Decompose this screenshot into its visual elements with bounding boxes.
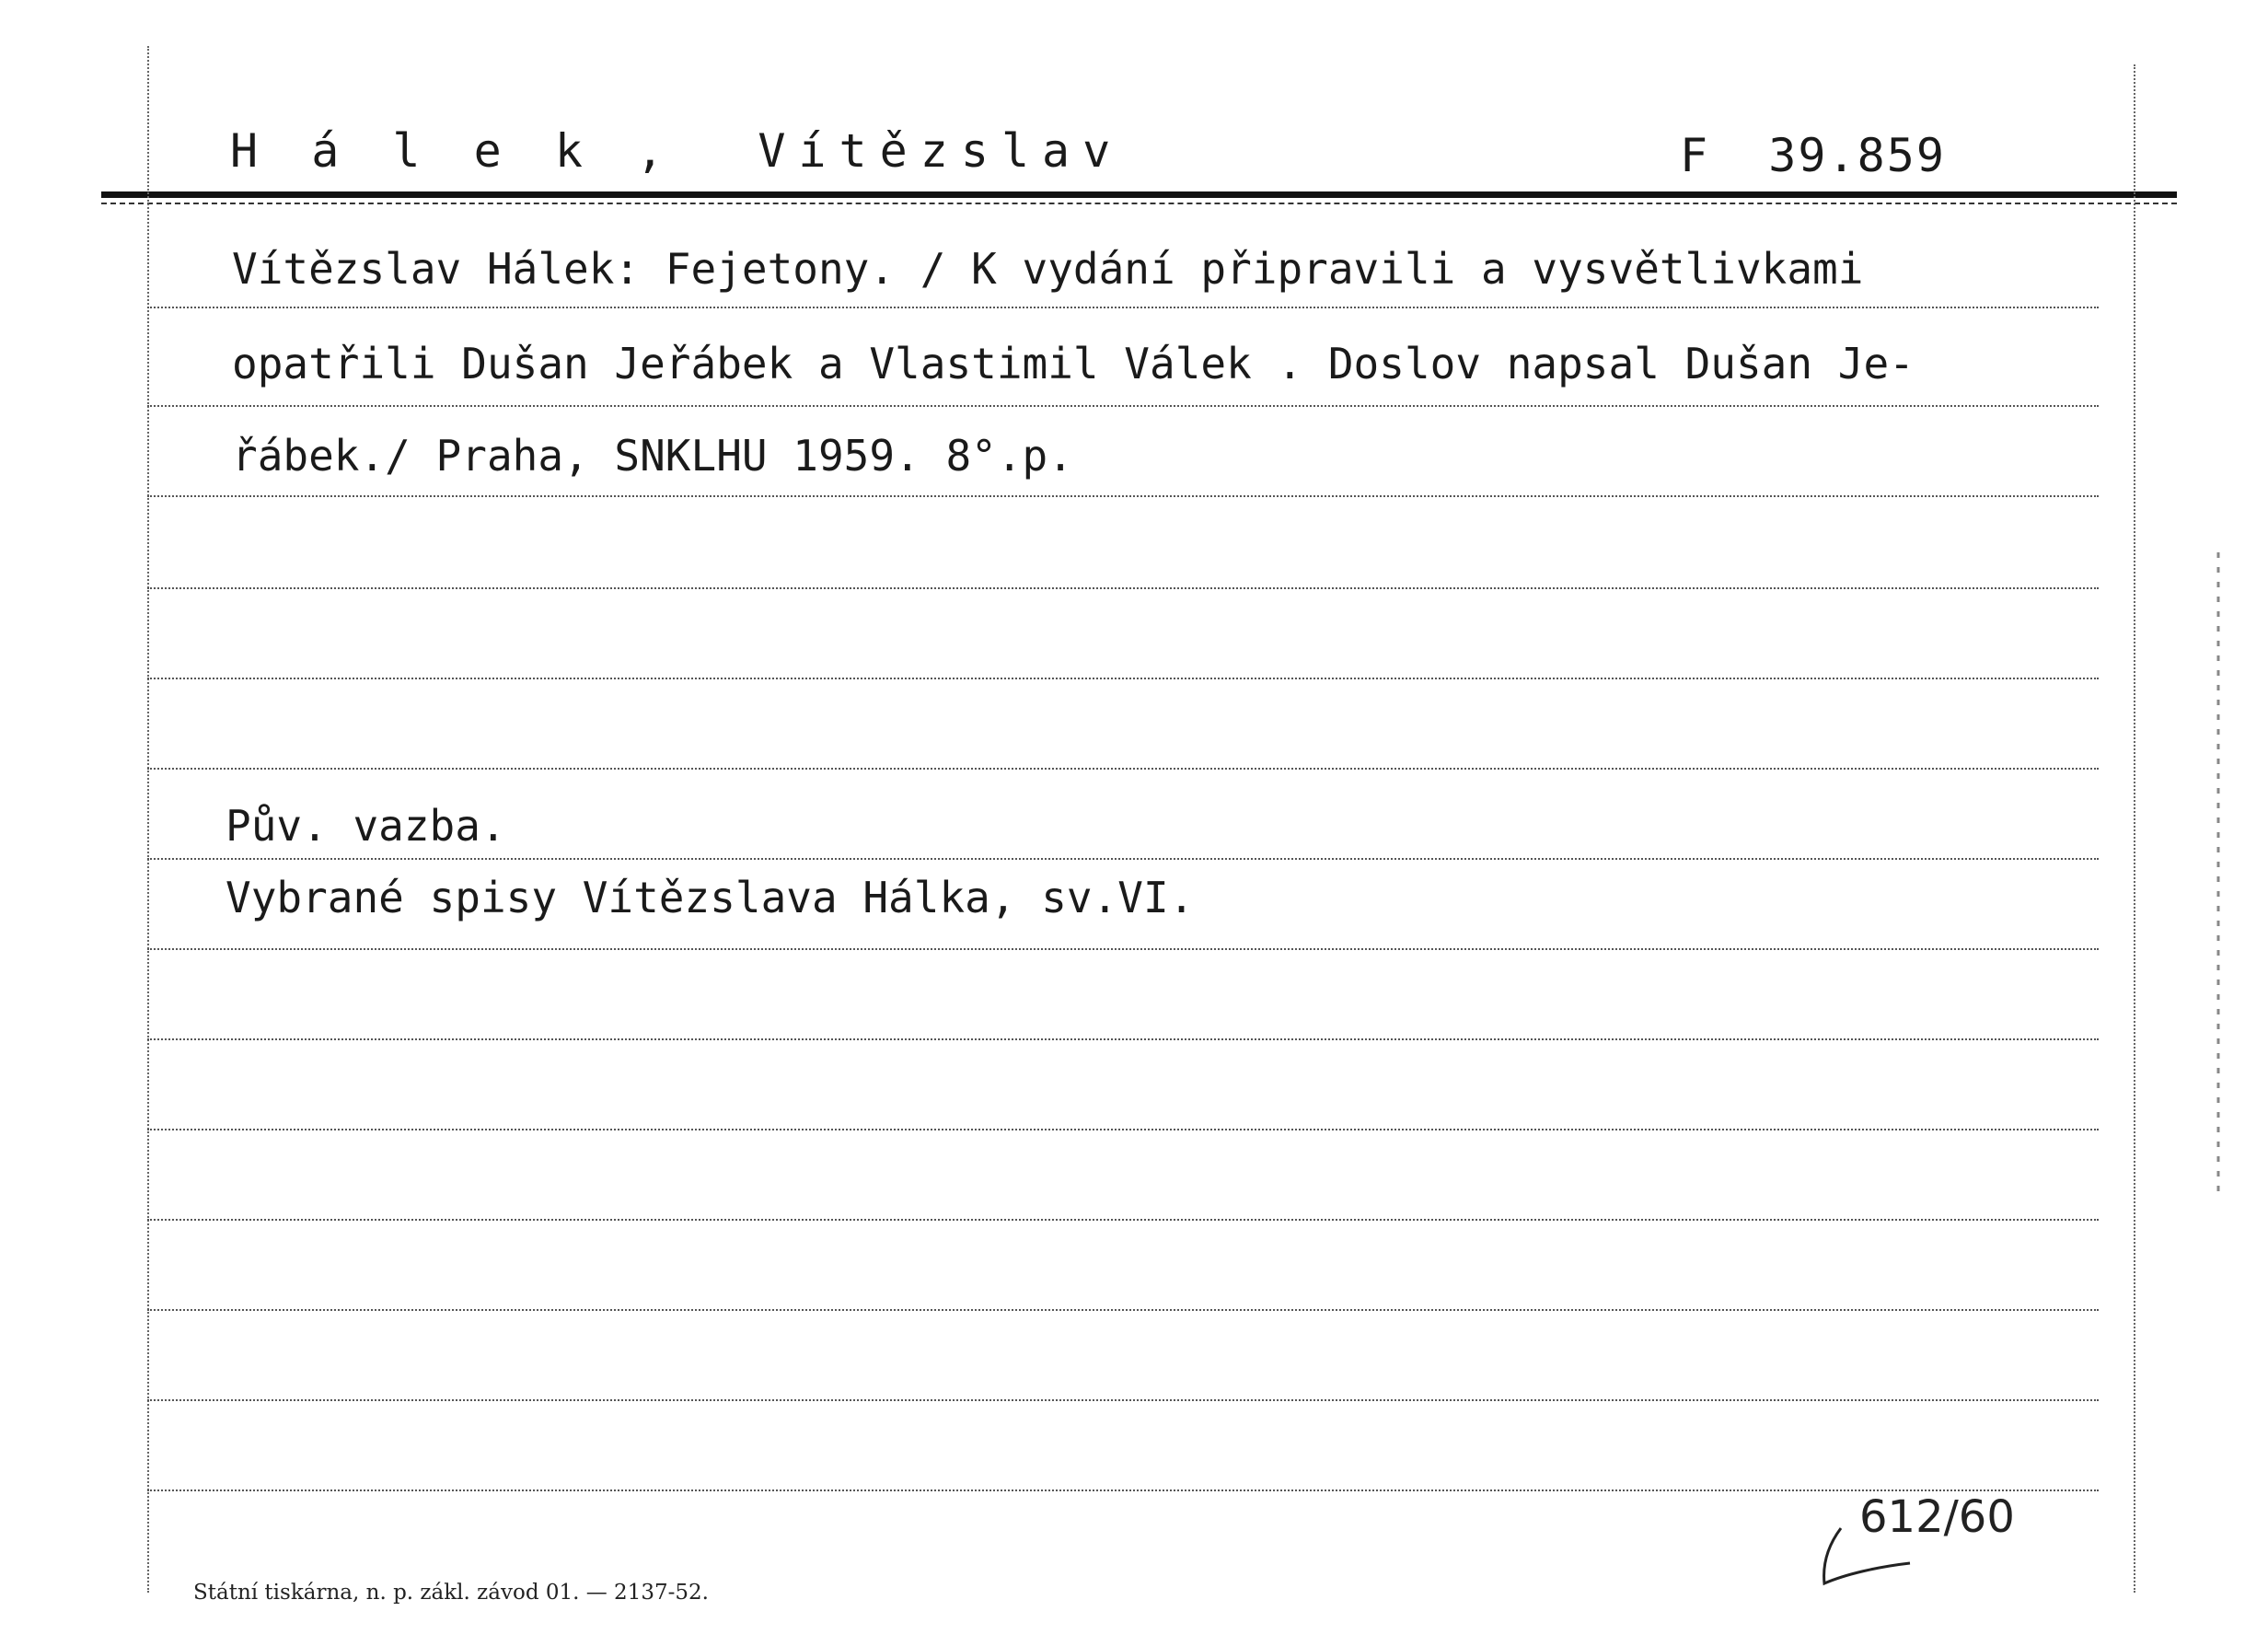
ruled-line [147, 858, 2099, 860]
ruled-line [147, 1309, 2099, 1311]
title-line-3: řábek./ Praha, SNKLHU 1959. 8°.p. [232, 431, 1073, 481]
ruled-line [147, 678, 2099, 679]
left-margin-line [147, 46, 149, 1593]
author-heading: H á l e k , Vítězslav [230, 124, 1124, 178]
ruled-line [147, 1129, 2099, 1130]
title-line-2: opatřili Dušan Jeřábek a Vlastimil Válek . Doslov napsal Dušan Je- [232, 339, 1915, 388]
header-rule-secondary [101, 203, 2177, 204]
title-line-1: Vítězslav Hálek: Fejetony. / K vydání připravili a vysvětlivkami [232, 244, 1864, 294]
ruled-line [147, 405, 2099, 407]
ruled-line [147, 495, 2099, 497]
printer-imprint: Státní tiskárna, n. p. zákl. závod 01. — 2137-52. [193, 1581, 709, 1605]
note-series: Vybrané spisy Vítězslava Hálka, sv.VI. [226, 873, 1195, 922]
ruled-line [147, 1490, 2099, 1491]
scan-edge-artifact [2200, 552, 2237, 1197]
handwritten-accession-number: 612/60 [1859, 1491, 2015, 1543]
ruled-line [147, 1038, 2099, 1040]
ruled-line [147, 768, 2099, 770]
ruled-line [147, 948, 2099, 950]
ruled-line [147, 587, 2099, 589]
right-margin-line [2134, 64, 2135, 1593]
ruled-line [147, 1399, 2099, 1401]
header-rule [101, 191, 2177, 198]
ruled-line [147, 1219, 2099, 1221]
ruled-line [147, 307, 2099, 308]
shelf-signature: F 39.859 [1680, 129, 1946, 182]
note-binding: Pův. vazba. [226, 801, 506, 851]
